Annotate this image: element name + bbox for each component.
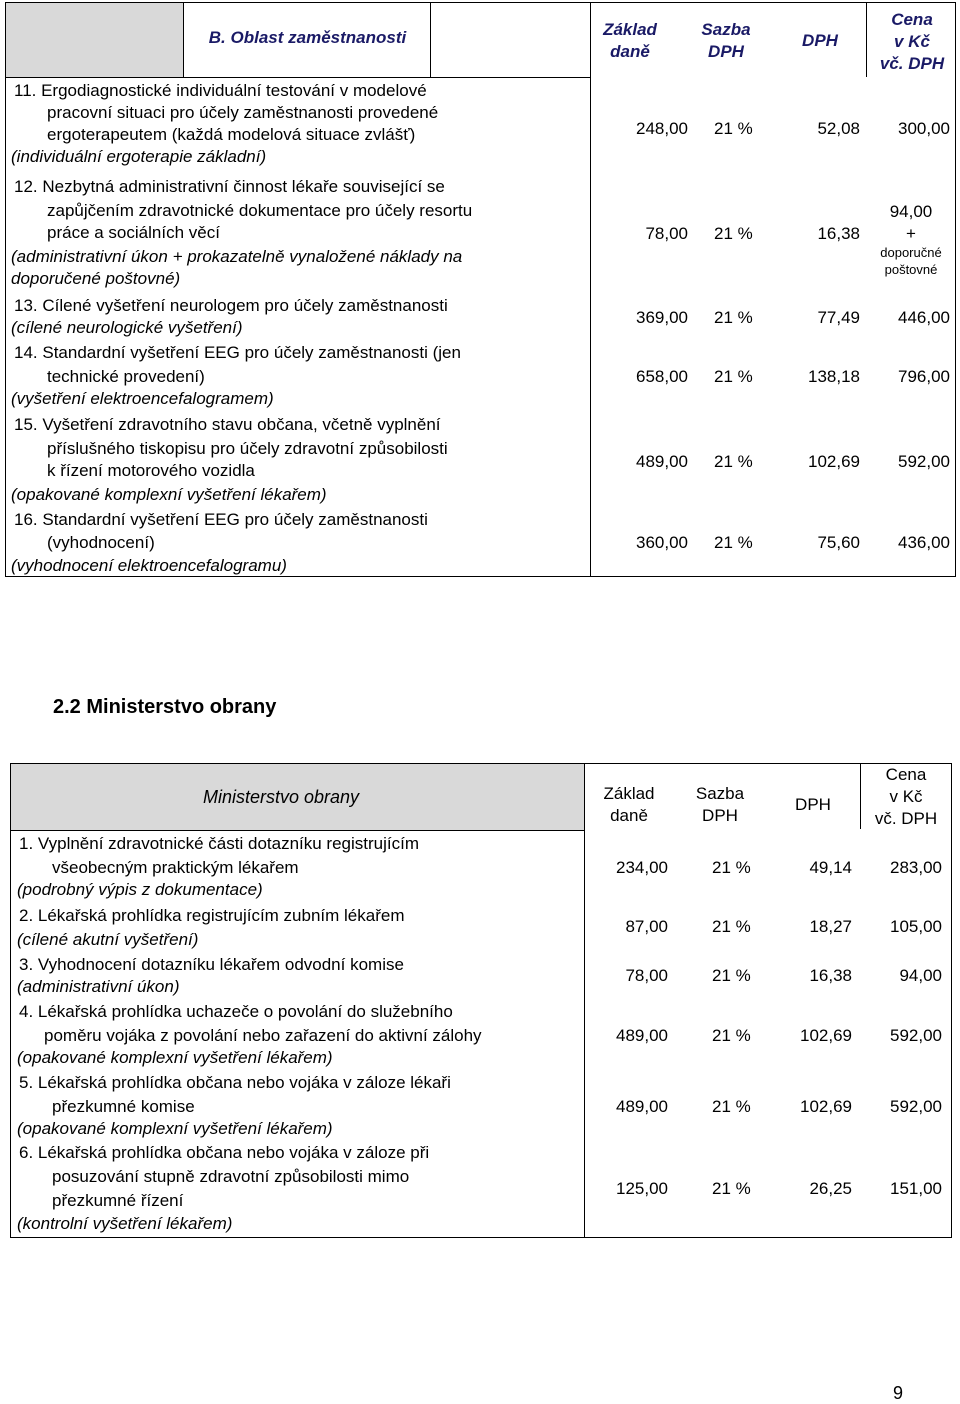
row-16-line-2: (vyhodnocení) — [47, 533, 155, 552]
row-12-price-note-2: poštovné — [884, 262, 938, 277]
page-number: 9 — [893, 1383, 904, 1403]
defense-row-5-line-1: 5. Lékařská prohlídka občana nebo vojáka v záloze lékaři — [19, 1073, 451, 1092]
defense-row-1-price: 283,00 — [890, 858, 942, 877]
defense-row-4-rate: 21 % — [712, 1026, 751, 1045]
row-14-line-1: 14. Standardní vyšetření EEG pro účely zaměstnanosti (jen — [14, 343, 461, 362]
header-price: Cena v Kč vč. DPH — [879, 10, 945, 73]
header-rate-2: Sazba DPH — [695, 784, 745, 825]
defense-row-4-base: 489,00 — [616, 1026, 668, 1045]
row-15-price: 592,00 — [898, 452, 950, 471]
row-16-vat: 75,60 — [817, 533, 860, 552]
defense-row-2-line-1: 2. Lékařská prohlídka registrujícím zubním lékařem — [19, 906, 405, 925]
row-12-price-plus: + — [906, 224, 916, 243]
defense-row-4-vat: 102,69 — [800, 1026, 852, 1045]
defense-row-4-price: 592,00 — [890, 1026, 942, 1045]
row-12-line-1: 12. Nezbytná administrativní činnost lékaře související se — [14, 177, 445, 196]
defense-row-5-rate: 21 % — [712, 1097, 751, 1116]
row-12-price: 94,00 — [889, 202, 933, 221]
row-16-price: 436,00 — [898, 533, 950, 552]
defense-row-6-line-2: posuzování stupně zdravotní způsobilosti mimo — [52, 1167, 410, 1186]
defense-row-5-note: (opakované komplexní vyšetření lékařem) — [17, 1119, 333, 1138]
defense-row-3-price: 94,00 — [899, 966, 942, 985]
defense-row-4-line-2: poměru vojáka z povolání nebo zařazení do aktivní zálohy — [44, 1026, 482, 1045]
defense-row-5-line-2: přezkumné komise — [52, 1097, 195, 1116]
defense-row-3-vat: 16,38 — [809, 966, 852, 985]
row-11-rate: 21 % — [714, 119, 753, 138]
defense-row-2-base: 87,00 — [625, 917, 668, 936]
row-14-price: 796,00 — [898, 367, 950, 386]
defense-row-6-rate: 21 % — [712, 1179, 751, 1198]
row-16-note: (vyhodnocení elektroencefalogramu) — [11, 556, 287, 575]
row-11-line-3: ergoterapeutem (každá modelová situace zvlášť) — [47, 125, 416, 144]
defense-row-1-base: 234,00 — [616, 858, 668, 877]
defense-row-5-vat: 102,69 — [800, 1097, 852, 1116]
row-12-note-2: doporučené poštovné) — [11, 269, 181, 288]
defense-row-6-line-1: 6. Lékařská prohlídka občana nebo vojáka v záloze při — [19, 1143, 430, 1162]
row-16-base: 360,00 — [636, 533, 688, 552]
row-11-price: 300,00 — [898, 119, 950, 138]
row-11-vat: 52,08 — [817, 119, 860, 138]
row-12-vat: 16,38 — [817, 224, 860, 243]
row-16-rate: 21 % — [714, 533, 753, 552]
row-14-base: 658,00 — [636, 367, 688, 386]
row-11-line-2: pracovní situaci pro účely zaměstnanosti provedené — [47, 103, 439, 122]
header-vat-2: DPH — [795, 795, 831, 814]
defense-row-3-base: 78,00 — [625, 966, 668, 985]
row-13-note: (cílené neurologické vyšetření) — [11, 318, 243, 337]
header-vat: DPH — [802, 31, 838, 50]
row-11-note: (individuální ergoterapie základní) — [11, 147, 267, 166]
header-base: Základ daně — [603, 20, 657, 61]
section-heading: 2.2 Ministerstvo obrany — [53, 696, 277, 718]
defense-row-6-note: (kontrolní vyšetření lékařem) — [17, 1214, 233, 1233]
row-16-line-1: 16. Standardní vyšetření EEG pro účely zaměstnanosti — [14, 510, 428, 529]
defense-row-4-line-1: 4. Lékařská prohlídka uchazeče o povolání do služebního — [19, 1002, 453, 1021]
row-13-rate: 21 % — [714, 308, 753, 327]
row-15-vat: 102,69 — [808, 452, 860, 471]
row-13-line-1: 13. Cílené vyšetření neurologem pro účely zaměstnanosti — [14, 296, 448, 315]
row-11-base: 248,00 — [636, 119, 688, 138]
row-15-base: 489,00 — [636, 452, 688, 471]
row-12-line-3: práce a sociálních věcí — [47, 223, 220, 242]
defense-row-5-price: 592,00 — [890, 1097, 942, 1116]
row-13-price: 446,00 — [898, 308, 950, 327]
row-11-line-1: 11. Ergodiagnostické individuální testování v modelové — [14, 81, 427, 100]
defense-row-2-price: 105,00 — [890, 917, 942, 936]
row-15-note: (opakované komplexní vyšetření lékařem) — [11, 485, 327, 504]
row-13-vat: 77,49 — [817, 308, 860, 327]
defense-row-3-note: (administrativní úkon) — [17, 977, 180, 996]
row-15-line-1: 15. Vyšetření zdravotního stavu občana, včetně vyplnění — [14, 415, 441, 434]
row-12-rate: 21 % — [714, 224, 753, 243]
row-12-note-1: (administrativní úkon + prokazatelně vynaložené náklady na — [11, 247, 463, 266]
header-price-2: Cena v Kč vč. DPH — [874, 765, 938, 828]
header-base-2: Základ daně — [603, 784, 655, 825]
table-employment-title: B. Oblast zaměstnanosti — [208, 28, 407, 47]
defense-row-1-vat: 49,14 — [809, 858, 852, 877]
defense-row-4-note: (opakované komplexní vyšetření lékařem) — [17, 1048, 333, 1067]
table-employment-header-shade — [6, 3, 183, 77]
defense-row-5-base: 489,00 — [616, 1097, 668, 1116]
defense-row-1-line-1: 1. Vyplnění zdravotnické části dotazníku registrujícím — [19, 834, 419, 853]
defense-row-3-rate: 21 % — [712, 966, 751, 985]
defense-row-6-price: 151,00 — [890, 1179, 942, 1198]
defense-row-2-rate: 21 % — [712, 917, 751, 936]
row-12-base: 78,00 — [645, 224, 688, 243]
row-12-line-2: zapůjčením zdravotnické dokumentace pro účely resortu — [47, 201, 473, 220]
defense-row-1-note: (podrobný výpis z dokumentace) — [17, 880, 263, 899]
row-12-price-note-1: doporučné — [880, 245, 942, 260]
defense-row-1-line-2: všeobecným praktickým lékařem — [52, 858, 299, 877]
row-14-line-2: technické provedení) — [47, 367, 205, 386]
defense-row-1-rate: 21 % — [712, 858, 751, 877]
row-15-line-2: příslušného tiskopisu pro účely zdravotní způsobilosti — [47, 439, 448, 458]
row-13-base: 369,00 — [636, 308, 688, 327]
row-14-vat: 138,18 — [808, 367, 860, 386]
row-15-rate: 21 % — [714, 452, 753, 471]
table-defense-title: Ministerstvo obrany — [203, 787, 360, 807]
row-14-note: (vyšetření elektroencefalogramem) — [11, 389, 274, 408]
defense-row-6-base: 125,00 — [616, 1179, 668, 1198]
defense-row-2-note: (cílené akutní vyšetření) — [17, 930, 199, 949]
row-15-line-3: k řízení motorového vozidla — [47, 461, 255, 480]
row-14-rate: 21 % — [714, 367, 753, 386]
defense-row-2-vat: 18,27 — [809, 917, 852, 936]
defense-row-6-vat: 26,25 — [809, 1179, 852, 1198]
defense-row-6-line-3: přezkumné řízení — [52, 1191, 184, 1210]
defense-row-3-line-1: 3. Vyhodnocení dotazníku lékařem odvodní komise — [19, 955, 404, 974]
header-rate: Sazba DPH — [701, 20, 751, 61]
